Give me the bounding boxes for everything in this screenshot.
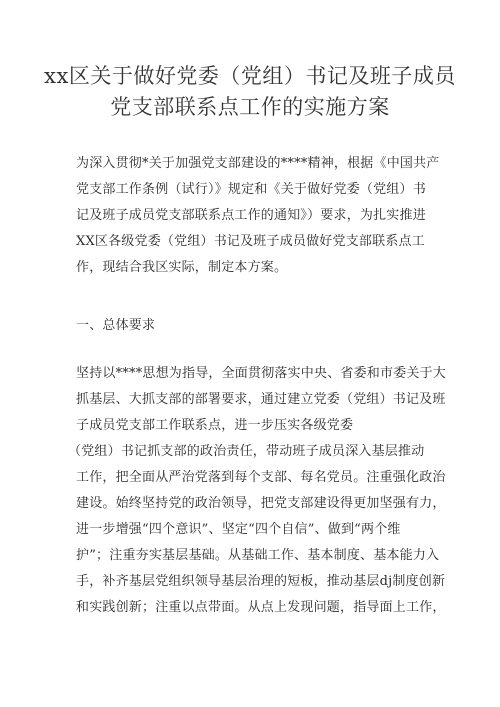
body-line: 工作，把全面从严治党落到每个支部、每名党员。注重强化政治 xyxy=(76,470,446,485)
body-line: 建设。始终坚持党的政治领导，把党支部建设得更加坚强有力， xyxy=(76,496,446,511)
body-line: 子成员党支部工作联系点，进一步压实各级党委 xyxy=(76,418,354,433)
intro-line: 记及班子成员党支部联系点工作的通知》）要求，为扎实推进 xyxy=(76,208,426,223)
intro-line: XX区各级党委（党组）书记及班子成员做好党支部联系点工 xyxy=(76,234,425,249)
body-line: 坚持以****思想为指导，全面贯彻落实中央、省委和市委关于大 xyxy=(76,366,447,381)
intro-line: 为深入贯彻*关于加强党支部建设的****精神，根据《中国共产 xyxy=(76,156,440,171)
body-line: 抓基层、大抓支部的部署要求，通过建立党委（党组）书记及班 xyxy=(76,392,446,407)
body-line: 手，补齐基层党组织领导基层治理的短板，推动基层dj制度创新 xyxy=(76,574,446,589)
document-title-line-1: xx区关于做好党委（党组）书记及班子成员 xyxy=(44,64,456,88)
body-line: 护”；注重夯实基层基础。从基础工作、基本制度、基本能力入 xyxy=(76,548,440,563)
section-heading: 一、总体要求 xyxy=(76,318,156,333)
body-line: 进一步增强“四个意识”、坚定“四个自信”、做到“两个维 xyxy=(76,522,401,537)
intro-line: 党支部工作条例（试行）》规定和《关于做好党委（党组）书 xyxy=(76,182,426,197)
document-title-line-2: 党支部联系点工作的实施方案 xyxy=(110,95,390,119)
body-line: 和实践创新；注重以点带面。从点上发现问题，指导面上工作， xyxy=(76,600,446,615)
body-line: （党组）书记抓支部的政治责任，带动班子成员深入基层推动 xyxy=(68,444,425,459)
intro-line: 作，现结合我区实际，制定本方案。 xyxy=(76,260,288,275)
